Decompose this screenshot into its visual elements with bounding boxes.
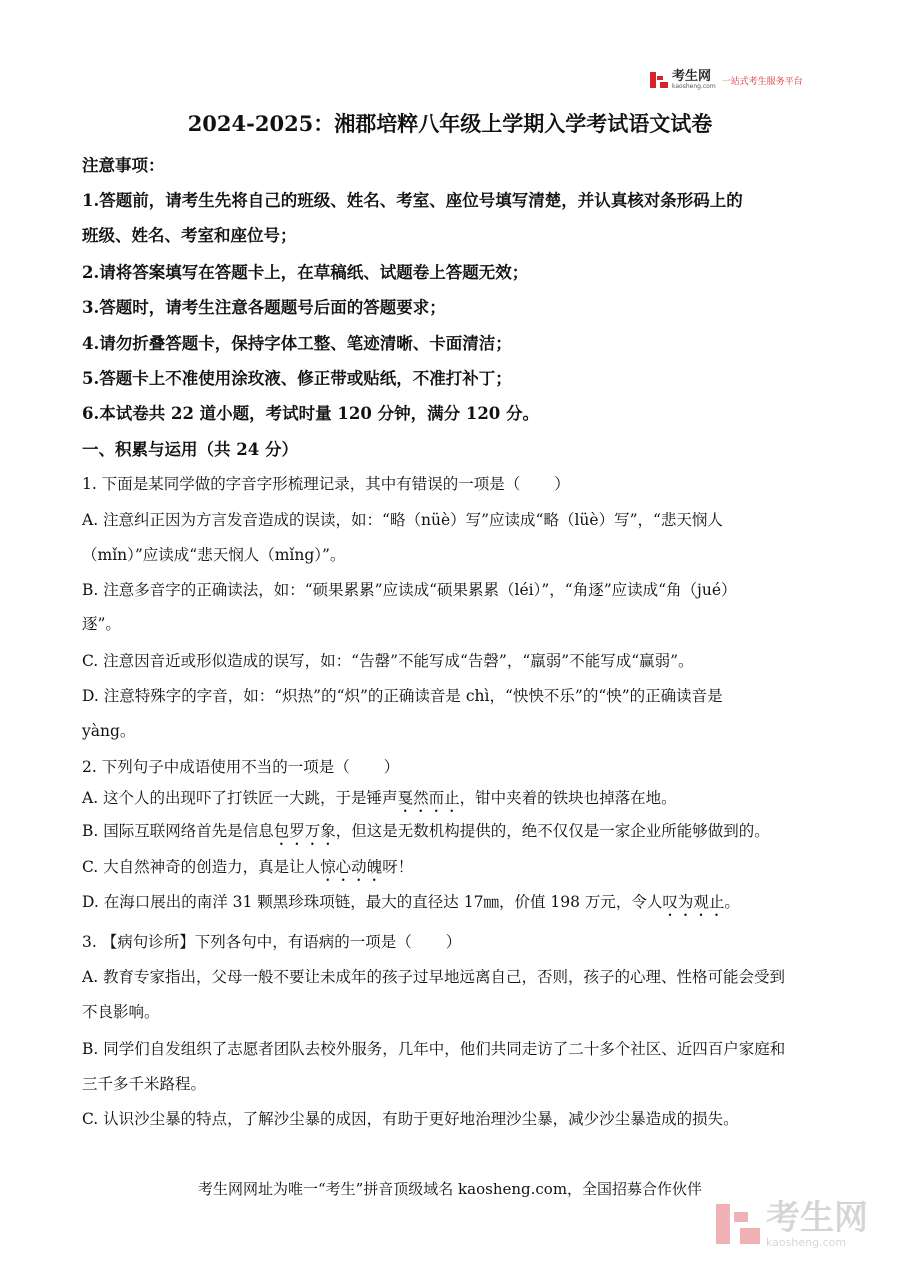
kaosheng-watermark-icon <box>716 1200 760 1248</box>
logo-name: 考生网 <box>672 69 712 84</box>
notice-item-5: 5.答题卡上不准使用涂玫液、修正带或贴纸，不准打补丁； <box>82 369 512 388</box>
q2-option-b: B. 国际互联网络首先是信息包罗万象，但这是无数机构提供的，绝不仅仅是一家企业所能够做到的。 <box>82 822 770 840</box>
q2-option-c: C. 大自然神奇的创造力，真是让人惊心动魄呀！ <box>82 858 414 876</box>
q3-option-c: C. 认识沙尘暴的特点，了解沙尘暴的成因，有助于更好地治理沙尘暴，减少沙尘暴造成的损失。 <box>82 1110 739 1128</box>
q2-c-idiom: 惊心动魄 <box>320 858 383 876</box>
watermark-logo <box>716 1197 868 1249</box>
watermark-domain: kaosheng.com <box>766 1235 847 1249</box>
q1-option-d-cont: yàng。 <box>82 722 136 740</box>
q1-option-d: D. 注意特殊字的字音，如：“炽热”的“炽”的正确读音是 chì，“怏怏不乐”的“怏”的正确读音是 <box>82 687 723 705</box>
q2-option-a: A. 这个人的出现吓了打铁匠一大跳，于是锤声戛然而止，钳中夹着的铁块也掉落在地。 <box>82 789 677 807</box>
notice-item-3: 3.答题时，请考生注意各题题号后面的答题要求； <box>82 298 446 317</box>
q3-option-a: A. 教育专家指出，父母一般不要让未成年的孩子过早地远离自己，否则，孩子的心理、性格可能会受到 <box>82 968 786 986</box>
notice-item-4: 4.请勿折叠答题卡，保持字体工整、笔迹清晰、卡面清洁； <box>82 334 512 353</box>
q3-stem: 3. 【病句诊所】下列各句中，有语病的一项是（ ） <box>82 933 462 951</box>
q2-stem: 2. 下列句子中成语使用不当的一项是（ ） <box>82 758 400 776</box>
q3-option-a-cont: 不良影响。 <box>82 1003 160 1021</box>
q1-stem: 1. 下面是某同学做的字音字形梳理记录，其中有错误的一项是（ ） <box>82 475 570 493</box>
q1-option-a-cont: （mǐn）”应读成“悲天悯人（mǐng）”。 <box>82 546 346 564</box>
q1-option-b: B. 注意多音字的正确读法，如：“硕果累累”应读成“硕果累累（léi）”，“角逐”应读成“角（jué） <box>82 581 737 599</box>
q2-a-idiom: 戛然而止 <box>397 789 460 807</box>
kaosheng-logo-icon <box>650 70 668 90</box>
notice-item-1-cont: 班级、姓名、考室和座位号； <box>82 226 297 245</box>
header-logo <box>650 70 803 90</box>
q3-option-b: B. 同学们自发组织了志愿者团队去校外服务，几年中，他们共同走访了二十多个社区、近四百户家庭和 <box>82 1040 786 1058</box>
notice-item-6: 6.本试卷共 22 道小题，考试时量 120 分钟，满分 120 分。 <box>82 404 540 423</box>
q1-option-c: C. 注意因音近或形似造成的误写，如：“告罄”不能写成“告磬”，“羸弱”不能写成“赢弱”。 <box>82 652 694 670</box>
section-heading: 一、积累与运用（共 24 分） <box>82 440 298 459</box>
notice-heading: 注意事项： <box>82 156 165 175</box>
logo-slogan: 一站式考生服务平台 <box>721 76 803 87</box>
q3-option-b-cont: 三千多千米路程。 <box>82 1075 207 1093</box>
notice-item-2: 2.请将答案填写在答题卡上，在草稿纸、试题卷上答题无效； <box>82 263 529 282</box>
q1-option-b-cont: 逐”。 <box>82 615 121 633</box>
q2-d-idiom: 叹为观止 <box>662 893 725 911</box>
q1-option-a: A. 注意纠正因为方言发音造成的误读，如：“略（nüè）写”应读成“略（lüè）写”，“悲天悯人 <box>82 511 723 529</box>
notice-item-1: 1.答题前，请考生先将自己的班级、姓名、考室、座位号填写清楚，并认真核对条形码上的 <box>82 191 743 210</box>
page-footer: 考生网网址为唯一“考生”拼音顶级域名 kaosheng.com，全国招募合作伙伴 <box>197 1180 703 1198</box>
logo-domain: kaosheng.com <box>672 83 716 90</box>
exam-title: 2024-2025：湘郡培粹八年级上学期入学考试语文试卷 <box>187 111 713 136</box>
q2-option-d: D. 在海口展出的南洋 31 颗黑珍珠项链，最大的直径达 17㎜，价值 198 万元，令人叹为观止。 <box>82 893 740 911</box>
q2-b-idiom: 包罗万象 <box>273 822 336 840</box>
watermark-name: 考生网 <box>766 1197 868 1238</box>
